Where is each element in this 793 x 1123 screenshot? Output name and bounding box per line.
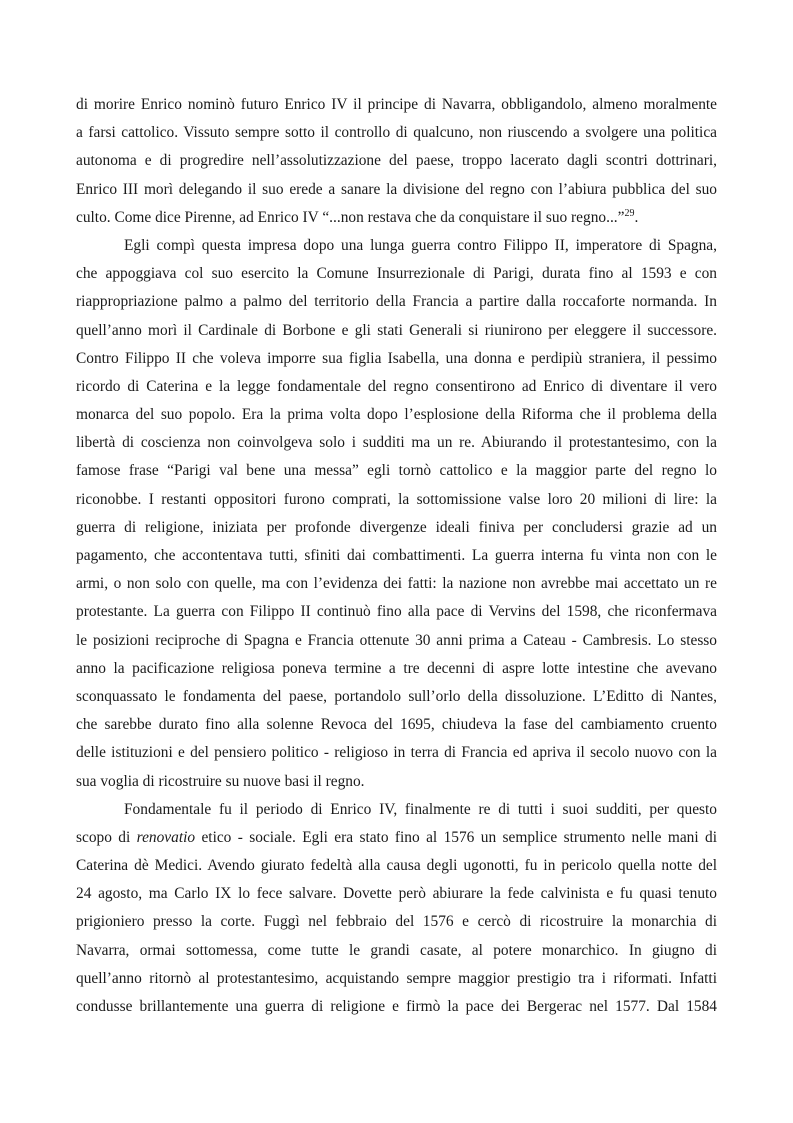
text-line: armi, o non solo con quelle, ma con l’evidenza dei fatti: la nazione non avrebbe mai accettato un re — [76, 575, 717, 593]
text-line: che sarebbe durato fino alla solenne Revoca del 1695, chiudeva la fase del cambiamento cruento — [76, 716, 717, 734]
document-page — [76, 91, 717, 1021]
text-line: 24 agosto, ma Carlo IX lo fece salvare. Dovette però abiurare la fede calvinista e fu quasi tenuto — [76, 885, 717, 903]
footnote-reference: 29 — [624, 207, 635, 219]
text-line: sconquassato le fondamenta del paese, portandolo sull’orlo della dissoluzione. L’Editto di Nantes, — [76, 687, 717, 705]
text-line: anno la pacificazione religiosa poneva termine a tre decenni di aspre lotte intestine che avevano — [76, 659, 717, 677]
text-line: sua voglia di ricostruire su nuove basi il regno. — [76, 772, 365, 790]
text-line: protestante. La guerra con Filippo II continuò fino alla pace di Vervins del 1598, che riconfermava — [76, 603, 717, 621]
text-line: libertà di coscienza non coinvolgeva solo i sudditi ma un re. Abiurando il protestantesimo, con la — [76, 434, 717, 452]
text-line: Navarra, ormai sottomessa, come tutte le grandi casate, al potere monarchico. In giugno di — [76, 941, 717, 959]
text-line: Enrico III morì delegando il suo erede a sanare la divisione del regno con l’abiura pubblica del suo — [76, 180, 717, 198]
quote-text: culto. Come dice Pirenne, ad Enrico IV “...non restava che da conquistare il suo regno...” — [76, 208, 625, 226]
paragraph-1 — [76, 91, 717, 232]
paragraph-first-line: Fondamentale fu il periodo di Enrico IV, finalmente re di tutti i suoi sudditi, per questo — [124, 800, 717, 818]
text-segment: etico - sociale. Egli era stato fino al 1576 un semplice strumento nelle mani di — [195, 828, 717, 846]
text-line: monarca del suo popolo. Era la prima volta dopo l’esplosione della Riforma che il problema della — [76, 406, 717, 424]
text-line: Contro Filippo II che voleva imporre sua figlia Isabella, una donna e perdipiù straniera, il pessimo — [76, 349, 717, 367]
text-line: prigioniero presso la corte. Fuggì nel febbraio del 1576 e cercò di ricostruire la monarchia di — [76, 913, 717, 931]
text-line: famose frase “Parigi val bene una messa” egli tornò cattolico e la maggior parte del regno lo — [76, 462, 717, 480]
text-line: pagamento, che accontentava tutti, sfiniti dai combattimenti. La guerra interna fu vinta non con le — [76, 547, 717, 564]
text-line: di morire Enrico nominò futuro Enrico IV il principe di Navarra, obbligandolo, almeno moralmente — [76, 96, 717, 113]
text-line: riconobbe. I restanti oppositori furono comprati, la sottomissione valse loro 20 milioni di lire: la — [76, 490, 717, 508]
text-line: quell’anno morì il Cardinale di Borbone e gli stati Generali si riunirono per eleggere il successore. — [76, 321, 717, 339]
text-line: guerra di religione, iniziata per profonde divergenze ideali finiva per concludersi grazie ad un — [76, 518, 717, 536]
text-line — [76, 824, 717, 852]
text-line: che appoggiava col suo esercito la Comune Insurrezionale di Parigi, durata fino al 1593 e con — [76, 265, 717, 283]
text-line: le posizioni reciproche di Spagna e Francia ottenute 30 anni prima a Cateau - Cambresis. Lo stesso — [76, 631, 717, 649]
text-line: Caterina dè Medici. Avendo giurato fedeltà alla causa degli ugonotti, fu in pericolo quella notte del — [76, 857, 717, 875]
text-line: a farsi cattolico. Vissuto sempre sotto il controllo di qualcuno, non riuscendo a svolgere una politica — [76, 124, 717, 142]
text-segment: scopo di — [76, 828, 137, 846]
paragraph-3 — [76, 796, 717, 1022]
sentence-end: . — [634, 208, 639, 226]
text-line: riappropriazione palmo a palmo del territorio della Francia a partire dalla roccaforte normanda. In — [76, 293, 717, 311]
text-line: autonoma e di progredire nell’assolutizzazione del paese, troppo lacerato dagli scontri dottrinari, — [76, 152, 717, 170]
paragraph-2 — [76, 232, 717, 796]
text-line — [76, 204, 717, 232]
text-line: condusse brillantemente una guerra di religione e firmò la pace dei Bergerac nel 1577. Dal 1584 — [76, 998, 717, 1015]
italic-term: renovatio — [136, 828, 196, 846]
text-line: delle istituzioni e del pensiero politico - religioso in terra di Francia ed apriva il secolo nuovo con la — [76, 744, 717, 762]
paragraph-first-line: Egli compì questa impresa dopo una lunga guerra contro Filippo II, imperatore di Spagna, — [124, 236, 717, 254]
text-line: ricordo di Caterina e la legge fondamentale del regno consentirono ad Enrico di diventare il vero — [76, 377, 717, 395]
text-line: quell’anno ritornò al protestantesimo, acquistando sempre maggior prestigio tra i riformati. Infatti — [76, 969, 717, 987]
